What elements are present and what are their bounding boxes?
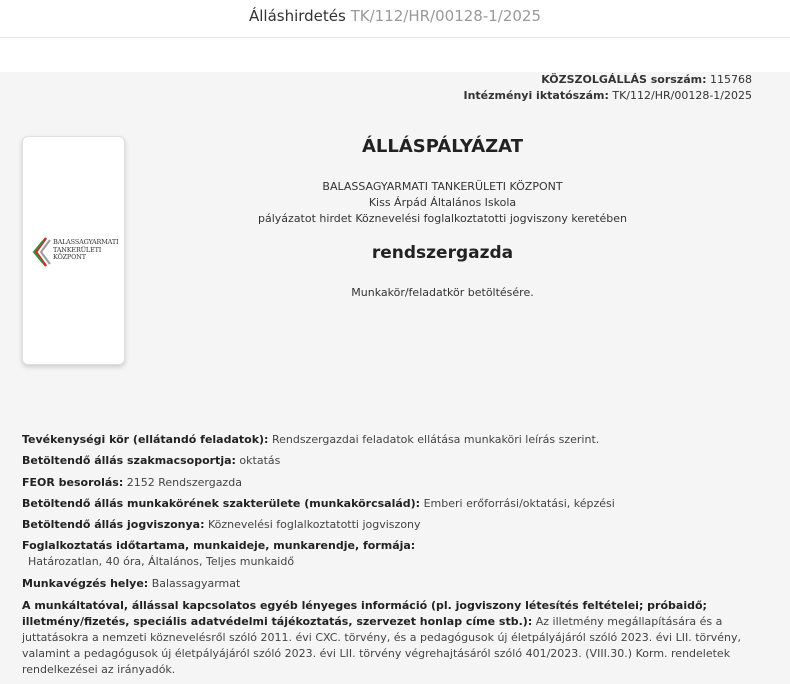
logo-line-3: KÖZPONT xyxy=(53,253,86,261)
logo-card xyxy=(22,136,125,365)
detail-value: Határozatlan, 40 óra, Általános, Teljes munkaidő xyxy=(28,555,295,568)
announcement-content xyxy=(0,72,790,684)
filing-label: Intézményi iktatószám: xyxy=(463,89,609,102)
org-line-1: BALASSAGYARMATI TANKERÜLETI KÖZPONT xyxy=(322,180,563,193)
logo-line-2: TANKERÜLETI xyxy=(53,245,102,254)
filing-value: TK/112/HR/00128-1/2025 xyxy=(612,89,752,102)
detail-value: Rendszergazdai feladatok ellátása munkaköri leírás szerint. xyxy=(271,433,600,446)
org-line-3: pályázatot hirdet Köznevelési foglalkoztatotti jogviszony keretében xyxy=(258,212,627,225)
announcement-title: ÁLLÁSPÁLYÁZAT xyxy=(361,136,523,157)
logo-chevron-icon xyxy=(32,236,52,268)
page-header xyxy=(0,0,790,38)
logo-line-1: BALASSAGYARMATI xyxy=(53,238,119,246)
logo-text xyxy=(53,239,118,262)
detail-label: Betöltendő állás munkakörének szakterülete (munkakörcsalád): xyxy=(22,497,421,510)
meta-info xyxy=(463,72,752,104)
detail-row-legal-relation xyxy=(22,517,762,533)
detail-value: Balassagyarmat xyxy=(151,577,241,590)
detail-label: Betöltendő állás jogviszonya: xyxy=(22,518,205,531)
detail-value: Emberi erőforrási/oktatási, képzési xyxy=(423,497,615,510)
detail-value: oktatás xyxy=(239,454,281,467)
detail-row-employment xyxy=(22,538,762,570)
serial-value: 115768 xyxy=(710,73,752,86)
detail-label: Foglalkoztatás időtartama, munkaideje, munkarendje, formája: xyxy=(22,539,416,552)
detail-label: Munkavégzés helye: xyxy=(22,577,149,590)
detail-row-location xyxy=(22,576,762,592)
serial-label: KÖZSZOLGÁLLÁS sorszám: xyxy=(541,73,707,86)
detail-row-field xyxy=(22,496,762,512)
detail-label: Tevékenységi kör (ellátandó feladatok): xyxy=(22,433,269,446)
organization-info xyxy=(155,179,730,227)
filing-row xyxy=(463,88,752,104)
detail-row-other-info xyxy=(22,598,762,678)
detail-value: Az illetmény megállapítására és a juttatásokra a nemzeti köznevelésről szóló 2011. évi CXC. törvény, és a pedagógusok új életpályájáról szóló 2023. évi LII. törvény, valamint a pedagógusok új életpályájáról szóló 2023. évi LII. törvény végrehajtásáról szóló 401/2023. (VIII.30.) Korm. rendeletek rendelkezései az irányadók. xyxy=(22,615,742,676)
detail-label: A munkáltatóval, állással kapcsolatos egyéb lényeges információ (pl. jogviszony létesítés feltételei; próbaidő; illetmény/fizetés, speciális adatvédelmi tájékoztatás, szervezet honlap címe stb.): xyxy=(22,599,707,628)
detail-row-activity xyxy=(22,432,762,448)
position-title: rendszergazda xyxy=(371,243,514,263)
position-subtitle: Munkakör/feladatkör betöltésére. xyxy=(351,286,534,299)
header-reference: TK/112/HR/00128-1/2025 xyxy=(350,7,542,25)
detail-value: Köznevelési foglalkoztatotti jogviszony xyxy=(207,518,421,531)
detail-value: 2152 Rendszergazda xyxy=(126,476,242,489)
detail-row-feor xyxy=(22,475,762,491)
organization-logo xyxy=(32,236,122,268)
org-line-2: Kiss Árpád Általános Iskola xyxy=(368,196,517,209)
detail-label: Betöltendő állás szakmacsoportja: xyxy=(22,454,236,467)
detail-row-group xyxy=(22,453,762,469)
serial-row xyxy=(463,72,752,88)
detail-label: FEOR besorolás: xyxy=(22,476,124,489)
header-title: Álláshirdetés xyxy=(248,7,346,25)
